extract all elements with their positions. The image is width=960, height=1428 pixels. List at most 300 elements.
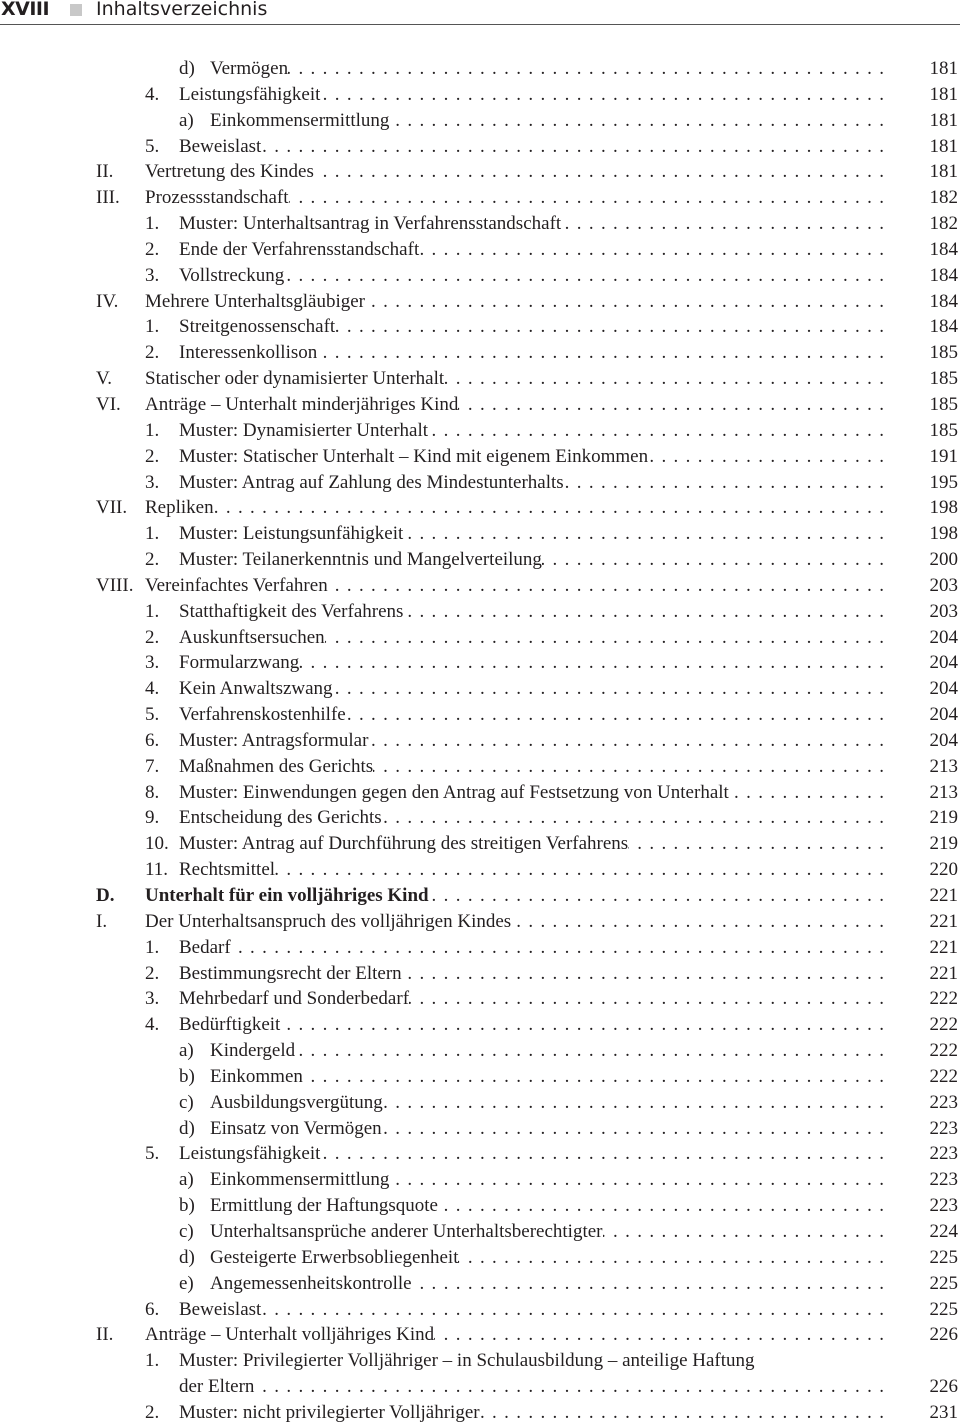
entry-title: Muster: Leistungsunfähigkeit — [179, 523, 404, 545]
entry-number: VIII. — [96, 574, 134, 596]
toc-entry[interactable] — [0, 1322, 960, 1348]
dot-leader — [365, 289, 884, 315]
entry-body — [210, 1245, 884, 1271]
toc-entry[interactable] — [0, 1064, 960, 1090]
entry-title-continuation: der Eltern — [179, 1376, 255, 1398]
entry-number: 4. — [145, 83, 160, 105]
dot-leader — [299, 650, 884, 676]
entry-title: Kein Anwaltszwang — [179, 678, 333, 700]
entry-title: Einsatz von Vermögen — [210, 1117, 382, 1139]
dot-leader — [403, 521, 884, 547]
entry-title: Entscheidung des Gerichts — [179, 807, 382, 829]
entry-body — [179, 1141, 884, 1167]
dot-leader — [458, 392, 884, 418]
entry-number: 2. — [145, 626, 160, 648]
entry-number: 2. — [145, 1401, 160, 1423]
toc-entry[interactable] — [0, 444, 960, 470]
dot-leader — [434, 1322, 884, 1348]
dot-leader — [328, 573, 884, 599]
toc-entry[interactable] — [0, 986, 960, 1012]
entry-body — [179, 314, 884, 340]
entry-page: 185 — [929, 419, 958, 441]
entry-page: 184 — [929, 316, 958, 338]
toc-entry[interactable] — [0, 470, 960, 496]
dot-leader — [409, 986, 884, 1012]
entry-number: d) — [179, 1246, 195, 1268]
dot-leader — [648, 444, 884, 470]
dot-leader — [382, 1116, 884, 1142]
entry-number: D. — [96, 885, 115, 906]
entry-number: a) — [179, 1040, 194, 1062]
dot-leader — [261, 1297, 884, 1323]
entry-number: 9. — [145, 807, 160, 829]
entry-page: 200 — [929, 549, 958, 571]
toc-entry[interactable] — [0, 263, 960, 289]
entry-page: 223 — [929, 1117, 958, 1139]
entry-body — [145, 573, 884, 599]
toc-entry[interactable] — [0, 1297, 960, 1323]
entry-page: 181 — [929, 135, 958, 157]
entry-body — [179, 599, 884, 625]
entry-body — [210, 1116, 884, 1142]
entry-title: Angemessenheitskontrolle — [210, 1272, 412, 1294]
toc-entry[interactable] — [0, 418, 960, 444]
entry-number: 1. — [145, 213, 160, 235]
entry-body — [210, 1038, 884, 1064]
entry-page: 198 — [929, 523, 958, 545]
entry-number: 1. — [145, 419, 160, 441]
entry-title: Anträge – Unterhalt minderjähriges Kind — [145, 393, 459, 415]
entry-title: Mehrbedarf und Sonderbedarf — [179, 988, 410, 1010]
entry-body — [179, 1348, 884, 1374]
dot-leader — [303, 1064, 884, 1090]
toc-entry[interactable] — [0, 1116, 960, 1142]
entry-page: 181 — [929, 58, 958, 79]
toc-entry[interactable] — [0, 883, 960, 909]
toc-entry[interactable] — [0, 1271, 960, 1297]
dot-leader — [368, 728, 884, 754]
entry-number: VII. — [96, 497, 128, 519]
entry-number: 2. — [145, 549, 160, 571]
toc-entry[interactable] — [0, 625, 960, 651]
entry-page: 220 — [929, 859, 958, 881]
entry-title: Muster: nicht privilegierter Volljähriger — [179, 1401, 480, 1423]
entry-body — [210, 1193, 884, 1219]
entry-number: 2. — [145, 342, 160, 364]
dot-leader — [314, 159, 884, 185]
toc-entry[interactable] — [0, 392, 960, 418]
dot-leader — [373, 754, 884, 780]
toc-entry[interactable] — [0, 1400, 960, 1426]
entry-page: 213 — [929, 781, 958, 803]
entry-body — [145, 289, 884, 315]
entry-body — [179, 1374, 884, 1400]
dot-leader — [402, 961, 884, 987]
entry-body — [179, 1297, 884, 1323]
entry-title: Muster: Antrag auf Durchführung des streitigen Verfahrens — [179, 833, 629, 855]
entry-title: Vermögen — [210, 58, 289, 79]
entry-title: Ermittlung der Haftungsquote — [210, 1195, 438, 1217]
toc-entry[interactable] — [0, 805, 960, 831]
toc-entry[interactable] — [0, 1090, 960, 1116]
entry-title: Muster: Teilanerkenntnis und Mangelverteilung — [179, 549, 542, 571]
entry-page: 223 — [929, 1091, 958, 1113]
entry-page: 226 — [929, 1376, 958, 1398]
dot-leader — [325, 625, 884, 651]
entry-title: Vollstreckung — [179, 264, 285, 286]
entry-body — [210, 1090, 884, 1116]
dot-leader — [419, 237, 884, 263]
entry-body — [179, 857, 884, 883]
entry-page: 182 — [929, 213, 958, 235]
dot-leader — [458, 1245, 884, 1271]
entry-number: III. — [96, 187, 120, 209]
entry-page: 185 — [929, 342, 958, 364]
entry-page: 222 — [929, 1014, 958, 1036]
entry-body — [179, 444, 884, 470]
entry-page: 223 — [929, 1143, 958, 1165]
entry-body — [145, 159, 884, 185]
entry-number: 7. — [145, 755, 160, 777]
entry-page: 213 — [929, 755, 958, 777]
entry-title: Prozessstandschaft — [145, 187, 289, 209]
entry-number: 5. — [145, 135, 160, 157]
entry-page: 181 — [929, 83, 958, 105]
entry-body — [145, 366, 884, 392]
entry-title: Verfahrenskostenhilfe — [179, 704, 346, 726]
toc-entry[interactable] — [0, 340, 960, 366]
toc-entry[interactable] — [0, 211, 960, 237]
entry-number: c) — [179, 1091, 194, 1113]
entry-title: Statthaftigkeit des Verfahrens — [179, 600, 404, 622]
dot-leader — [333, 676, 884, 702]
toc-entry[interactable] — [0, 676, 960, 702]
entry-page: 185 — [929, 368, 958, 390]
dot-leader — [729, 780, 884, 806]
entry-page: 195 — [929, 471, 958, 493]
toc-entry-continuation — [0, 1374, 960, 1400]
entry-page: 231 — [929, 1401, 958, 1423]
entry-title: Muster: Statischer Unterhalt – Kind mit eigenem Einkommen — [179, 445, 649, 467]
toc-entry[interactable] — [0, 780, 960, 806]
dot-leader — [284, 263, 884, 289]
toc-entry[interactable] — [0, 134, 960, 160]
entry-title: Interessenkollison — [179, 342, 318, 364]
entry-body — [179, 986, 884, 1012]
entry-page: 221 — [929, 910, 958, 932]
dot-leader — [429, 883, 884, 909]
entry-title: Einkommensermittlung — [210, 109, 390, 131]
entry-number: 1. — [145, 316, 160, 338]
toc-entry[interactable] — [0, 650, 960, 676]
dot-leader — [317, 340, 884, 366]
entry-number: V. — [96, 368, 113, 390]
toc-entry[interactable] — [0, 1245, 960, 1271]
toc-entry[interactable] — [0, 1038, 960, 1064]
entry-page: 222 — [929, 1040, 958, 1062]
entry-title: Muster: Dynamisierter Unterhalt — [179, 419, 429, 441]
entry-number: b) — [179, 1195, 195, 1217]
dot-leader — [444, 366, 884, 392]
entry-page: 221 — [929, 885, 958, 906]
entry-page: 204 — [929, 678, 958, 700]
entry-title: Bedarf — [179, 936, 231, 958]
entry-title: Muster: Privilegierter Volljähriger – in Schulausbildung – anteilige Haftung — [179, 1350, 755, 1372]
entry-body — [179, 676, 884, 702]
entry-body — [210, 1167, 884, 1193]
entry-number: 1. — [145, 600, 160, 622]
entry-number: 1. — [145, 936, 160, 958]
entry-page: 184 — [929, 238, 958, 260]
entry-body — [179, 211, 884, 237]
table-of-contents — [0, 56, 960, 1426]
entry-number: d) — [179, 58, 195, 79]
entry-title: Ausbildungsvergütung — [210, 1091, 383, 1113]
entry-number: d) — [179, 1117, 195, 1139]
entry-title: Einkommen — [210, 1065, 303, 1087]
entry-body — [179, 805, 884, 831]
entry-body — [179, 935, 884, 961]
toc-entry[interactable] — [0, 108, 960, 134]
entry-page: 225 — [929, 1272, 958, 1294]
dot-leader — [295, 1038, 884, 1064]
entry-number: 5. — [145, 1143, 160, 1165]
toc-entry[interactable] — [0, 1141, 960, 1167]
toc-entry[interactable] — [0, 1193, 960, 1219]
dot-leader — [480, 1400, 884, 1426]
entry-body — [179, 1012, 884, 1038]
toc-entry[interactable] — [0, 857, 960, 883]
entry-page: 182 — [929, 187, 958, 209]
entry-number: 3. — [145, 264, 160, 286]
toc-entry[interactable] — [0, 495, 960, 521]
entry-body — [179, 754, 884, 780]
entry-page: 204 — [929, 704, 958, 726]
toc-entry[interactable] — [0, 314, 960, 340]
entry-page: 184 — [929, 264, 958, 286]
entry-page: 221 — [929, 936, 958, 958]
toc-entry[interactable] — [0, 599, 960, 625]
entry-page: 226 — [929, 1324, 958, 1346]
toc-entry[interactable] — [0, 56, 960, 82]
dot-leader — [288, 56, 884, 82]
entry-body — [145, 909, 884, 935]
dot-leader — [289, 185, 884, 211]
entry-page: 221 — [929, 962, 958, 984]
entry-number: 2. — [145, 445, 160, 467]
entry-title: Leistungsfähigkeit — [179, 83, 321, 105]
entry-body — [179, 780, 884, 806]
toc-entry[interactable] — [0, 1012, 960, 1038]
toc-entry[interactable] — [0, 935, 960, 961]
entry-title: Muster: Einwendungen gegen den Antrag auf Festsetzung von Unterhalt — [179, 781, 729, 803]
dot-leader — [603, 1219, 885, 1245]
toc-entry[interactable] — [0, 702, 960, 728]
entry-page: 181 — [929, 161, 958, 183]
entry-body — [179, 340, 884, 366]
entry-body — [179, 650, 884, 676]
entry-body — [179, 1400, 884, 1426]
entry-number: 1. — [145, 1350, 160, 1372]
entry-number: 3. — [145, 652, 160, 674]
toc-entry[interactable] — [0, 961, 960, 987]
entry-title: Statischer oder dynamisierter Unterhalt — [145, 368, 445, 390]
toc-entry[interactable] — [0, 1219, 960, 1245]
toc-entry[interactable] — [0, 289, 960, 315]
entry-page: 185 — [929, 393, 958, 415]
entry-page: 204 — [929, 729, 958, 751]
entry-number: 2. — [145, 238, 160, 260]
entry-title: Kindergeld — [210, 1040, 296, 1062]
entry-title: Unterhaltsansprüche anderer Unterhaltsberechtigter — [210, 1220, 603, 1242]
dot-leader — [261, 134, 884, 160]
header-square-icon — [70, 4, 82, 16]
toc-entry[interactable] — [0, 728, 960, 754]
dot-leader — [275, 857, 884, 883]
dot-leader — [438, 1193, 884, 1219]
dot-leader — [428, 418, 884, 444]
entry-number: 3. — [145, 471, 160, 493]
dot-leader — [561, 211, 884, 237]
entry-number: a) — [179, 109, 194, 131]
entry-page: 219 — [929, 833, 958, 855]
entry-page: 225 — [929, 1298, 958, 1320]
entry-body — [179, 702, 884, 728]
entry-body — [210, 1219, 884, 1245]
entry-page: 224 — [929, 1220, 958, 1242]
dot-leader — [346, 702, 884, 728]
entry-number: a) — [179, 1169, 194, 1191]
entry-title: Repliken — [145, 497, 214, 519]
dot-leader — [383, 1090, 884, 1116]
entry-title: Unterhalt für ein volljähriges Kind — [145, 885, 429, 906]
entry-page: 203 — [929, 600, 958, 622]
entry-page: 191 — [929, 445, 958, 467]
entry-body — [179, 728, 884, 754]
entry-page: 198 — [929, 497, 958, 519]
running-header — [0, 0, 960, 25]
entry-title: Bestimmungsrecht der Eltern — [179, 962, 402, 984]
toc-entry[interactable] — [0, 1348, 960, 1374]
dot-leader — [389, 1167, 884, 1193]
page-number: XVIII — [1, 0, 50, 20]
entry-body — [179, 521, 884, 547]
entry-title: Leistungsfähigkeit — [179, 1143, 321, 1165]
dot-leader — [214, 495, 884, 521]
entry-title: Streitgenossenschaft — [179, 316, 336, 338]
entry-number: VI. — [96, 393, 121, 415]
entry-body — [179, 263, 884, 289]
dot-leader — [511, 909, 884, 935]
entry-body — [179, 237, 884, 263]
dot-leader — [564, 470, 884, 496]
entry-body — [179, 961, 884, 987]
entry-title: Einkommensermittlung — [210, 1169, 390, 1191]
entry-body — [179, 82, 884, 108]
entry-title: Formularzwang — [179, 652, 300, 674]
entry-title: Muster: Unterhaltsantrag in Verfahrensstandschaft — [179, 213, 562, 235]
entry-number: 4. — [145, 1014, 160, 1036]
entry-page: 223 — [929, 1195, 958, 1217]
entry-body — [179, 418, 884, 444]
entry-number: 10. — [145, 833, 169, 855]
entry-number: 2. — [145, 962, 160, 984]
entry-page: 204 — [929, 626, 958, 648]
toc-entry[interactable] — [0, 547, 960, 573]
toc-entry[interactable] — [0, 831, 960, 857]
toc-entry[interactable] — [0, 159, 960, 185]
entry-title: Auskunftsersuchen — [179, 626, 325, 648]
dot-leader — [320, 82, 884, 108]
entry-title: Ende der Verfahrensstandschaft — [179, 238, 420, 260]
entry-number: II. — [96, 161, 114, 183]
entry-title: Beweislast — [179, 135, 262, 157]
header-title: Inhaltsverzeichnis — [96, 0, 268, 20]
entry-number: c) — [179, 1220, 194, 1242]
entry-body — [179, 547, 884, 573]
entry-page: 181 — [929, 109, 958, 131]
toc-entry[interactable] — [0, 573, 960, 599]
toc-entry[interactable] — [0, 366, 960, 392]
toc-entry[interactable] — [0, 82, 960, 108]
entry-title: Muster: Antrag auf Zahlung des Mindestunterhalts — [179, 471, 564, 493]
toc-entry[interactable] — [0, 909, 960, 935]
entry-body — [145, 185, 884, 211]
entry-body — [145, 495, 884, 521]
entry-title: Beweislast — [179, 1298, 262, 1320]
entry-number: 4. — [145, 678, 160, 700]
toc-entry[interactable] — [0, 754, 960, 780]
toc-entry[interactable] — [0, 237, 960, 263]
entry-page: 204 — [929, 652, 958, 674]
entry-title: Vertretung des Kindes — [145, 161, 314, 183]
toc-entry[interactable] — [0, 521, 960, 547]
dot-leader — [542, 547, 884, 573]
entry-title: Maßnahmen des Gerichts — [179, 755, 374, 777]
entry-body — [145, 883, 884, 909]
dot-leader — [389, 108, 884, 134]
entry-number: 5. — [145, 704, 160, 726]
entry-body — [179, 625, 884, 651]
dot-leader — [628, 831, 884, 857]
toc-entry[interactable] — [0, 1167, 960, 1193]
entry-body — [179, 470, 884, 496]
entry-page: 184 — [929, 290, 958, 312]
entry-title: Gesteigerte Erwerbsobliegenheit — [210, 1246, 459, 1268]
entry-title: Vereinfachtes Verfahren — [145, 574, 328, 596]
entry-body — [210, 108, 884, 134]
dot-leader — [280, 1012, 884, 1038]
entry-title: Bedürftigkeit — [179, 1014, 281, 1036]
dot-leader — [403, 599, 884, 625]
toc-entry[interactable] — [0, 185, 960, 211]
entry-body — [210, 1064, 884, 1090]
entry-number: 6. — [145, 729, 160, 751]
entry-page: 223 — [929, 1169, 958, 1191]
entry-number: 11. — [145, 859, 169, 881]
entry-number: 1. — [145, 523, 160, 545]
entry-body — [179, 134, 884, 160]
entry-page: 222 — [929, 1065, 958, 1087]
dot-leader — [231, 935, 884, 961]
entry-number: 8. — [145, 781, 160, 803]
entry-page: 219 — [929, 807, 958, 829]
entry-title: Mehrere Unterhaltsgläubiger — [145, 290, 365, 312]
dot-leader — [382, 805, 884, 831]
entry-number: e) — [179, 1272, 194, 1294]
entry-body — [179, 831, 884, 857]
entry-number: II. — [96, 1324, 114, 1346]
